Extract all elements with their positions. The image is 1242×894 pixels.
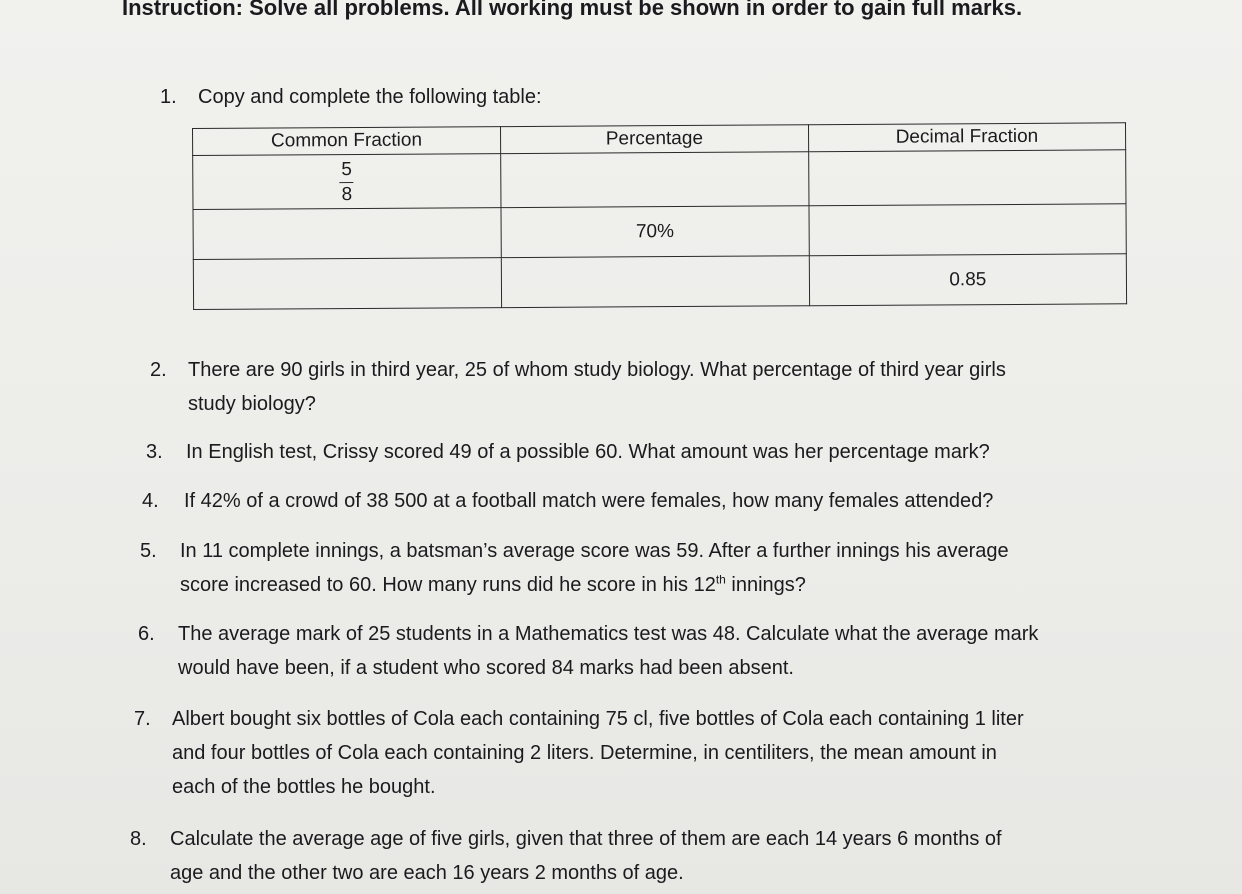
fraction-cell [193,258,501,310]
question-line: Calculate the average age of five girls, given that three of them are each 14 years 6 months of [170,828,1002,850]
question-line: each of the bottles he bought. [172,776,436,798]
question-line-end: innings? [725,574,806,596]
percentage-cell [501,256,809,308]
question-line: score increased to 60. How many runs did he score in his 12 [180,574,716,596]
decimal-cell: 0.85 [809,254,1127,306]
fraction-cell [193,208,501,260]
decimal-cell [809,204,1127,256]
fraction-five-eighths [340,160,354,205]
instruction-text: Instruction: Solve all problems. All working must be shown in order to gain full marks. [122,0,1023,20]
column-header: Decimal Fraction [808,123,1125,152]
question-line: Albert bought six bottles of Cola each containing 75 cl, five bottles of Cola each containing 1 liter [172,708,1024,730]
question-number: 6. [138,623,155,645]
percentage-cell [501,152,809,208]
question-number: 5. [140,540,157,562]
question-text [188,353,1148,421]
column-header: Common Fraction [193,127,501,156]
decimal-cell [808,150,1126,206]
question-text [178,617,1178,685]
fraction-numerator: 5 [341,158,353,180]
question-number: 7. [134,708,151,730]
fraction-bar [340,182,354,183]
question-number: 4. [142,490,159,512]
conversion-table [192,122,1127,310]
question-line: and four bottles of Cola each containing 2 liters. Determine, in centiliters, the mean amount in [172,742,997,764]
question-line: study biology? [188,393,316,415]
question-text: Copy and complete the following table: [198,86,542,108]
fraction-denominator: 8 [341,183,353,205]
question-line: age and the other two are each 16 years 2 months of age. [170,862,684,884]
question-number: 8. [130,828,147,850]
question-line: In 11 complete innings, a batsman’s average score was 59. After a further innings his average [180,540,1009,562]
table-row [193,204,1126,260]
column-header: Percentage [500,125,808,154]
question-line: There are 90 girls in third year, 25 of whom study biology. What percentage of third year girls [188,359,1006,381]
question-text: If 42% of a crowd of 38 500 at a football match were females, how many females attended? [184,490,994,512]
percentage-cell: 70% [501,206,809,258]
question-text [172,702,1182,804]
question-line: would have been, if a student who scored 84 marks had been absent. [178,657,794,679]
ordinal-suffix: th [715,572,726,587]
fraction-cell [193,154,501,210]
question-text: In English test, Crissy scored 49 of a possible 60. What amount was her percentage mark? [186,441,990,463]
question-number: 3. [146,441,163,463]
question-number: 1. [160,86,177,108]
question-line: The average mark of 25 students in a Mathematics test was 48. Calculate what the average mark [178,623,1039,645]
table-row [193,254,1126,310]
question-text [170,822,1170,890]
question-number: 2. [150,359,167,381]
question-text [180,534,1140,602]
table-row [193,150,1126,210]
